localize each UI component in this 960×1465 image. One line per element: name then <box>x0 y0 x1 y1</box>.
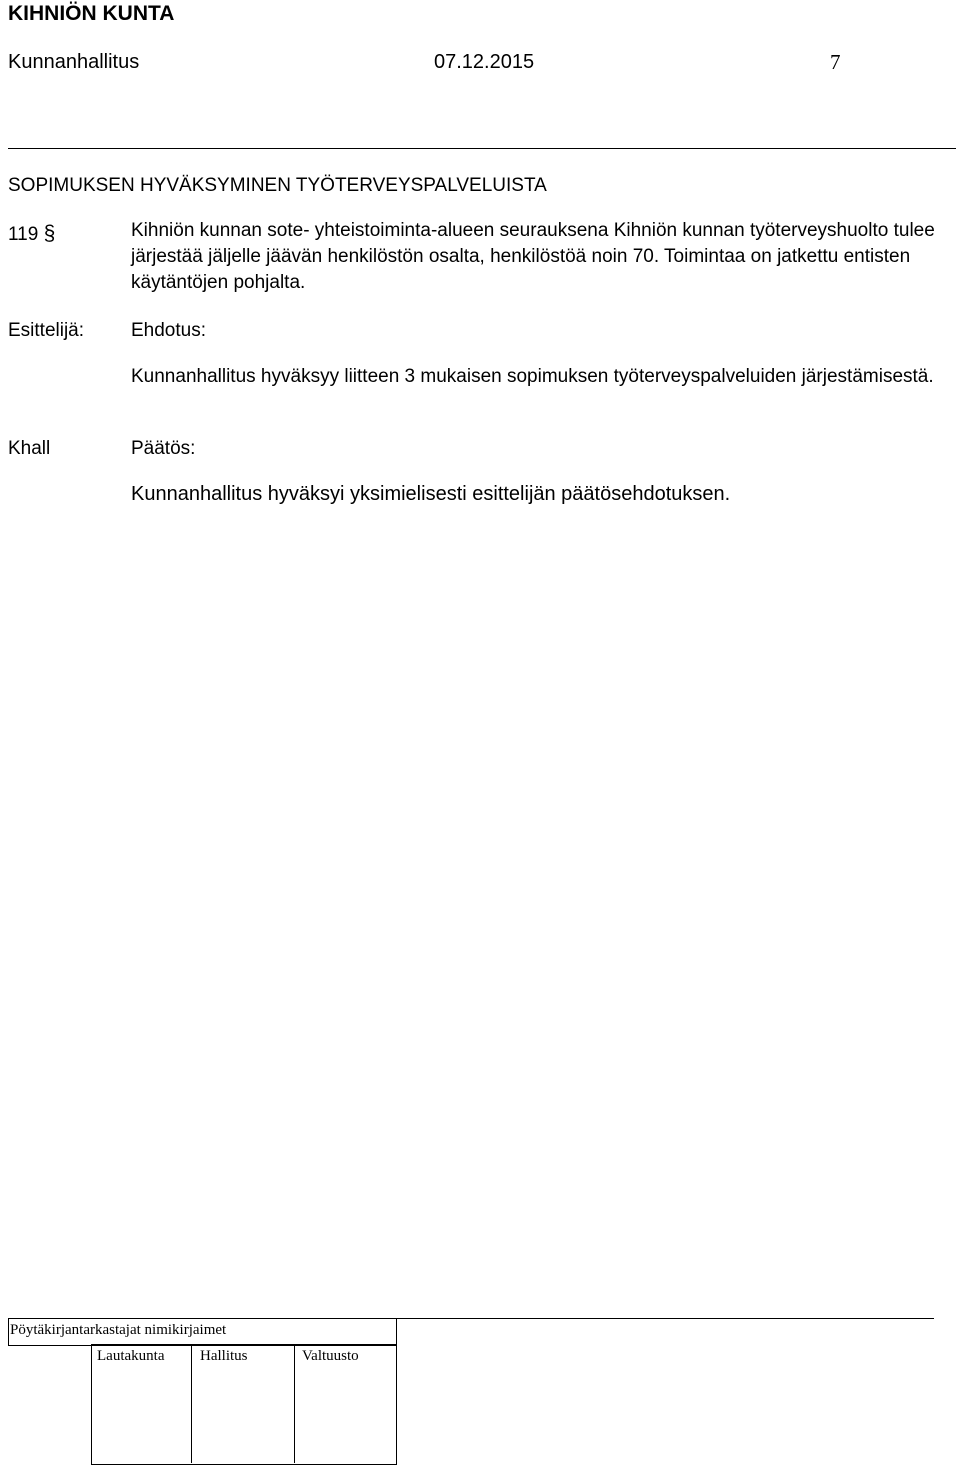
signature-divider-2 <box>294 1344 295 1463</box>
column-hallitus: Hallitus <box>200 1348 248 1364</box>
item-title: SOPIMUKSEN HYVÄKSYMINEN TYÖTERVEYSPALVELUISTA <box>8 175 547 196</box>
header-divider <box>8 148 956 149</box>
decision-label: Päätös: <box>131 438 196 459</box>
decision-body-abbr: Khall <box>8 438 51 459</box>
column-lautakunta: Lautakunta <box>97 1348 165 1364</box>
reviewers-label: Pöytäkirjantarkastajat nimikirjaimet <box>10 1322 227 1338</box>
item-description: Kihniön kunnan sote- yhteistoiminta-alueen seurauksena Kihniön kunnan työterveyshuolto tulee järjestää jäljelle jäävän henkilöstön osalta, henkilöstöä noin 70. Toimintaa on jatkettu entisten käytäntöjen pohjalta. <box>131 220 935 293</box>
item-number: 119 <box>8 224 39 245</box>
meeting-date: 07.12.2015 <box>434 51 535 73</box>
column-valtuusto: Valtuusto <box>302 1348 359 1364</box>
item-number-label <box>8 222 55 246</box>
signature-divider-1 <box>191 1344 192 1463</box>
presenter-label: Esittelijä: <box>8 320 85 341</box>
proposal-text: Kunnanhallitus hyväksyy liitteen 3 mukaisen sopimuksen työterveyspalveluiden järjestämisestä. <box>131 366 934 387</box>
meeting-body: Kunnanhallitus <box>8 51 140 73</box>
section-sign: § <box>43 222 56 245</box>
page-number: 7 <box>830 50 841 74</box>
organization-name: KIHNIÖN KUNTA <box>8 2 175 25</box>
decision-text: Kunnanhallitus hyväksyi yksimielisesti esittelijän päätösehdotuksen. <box>131 483 731 505</box>
proposal-label: Ehdotus: <box>131 320 206 341</box>
